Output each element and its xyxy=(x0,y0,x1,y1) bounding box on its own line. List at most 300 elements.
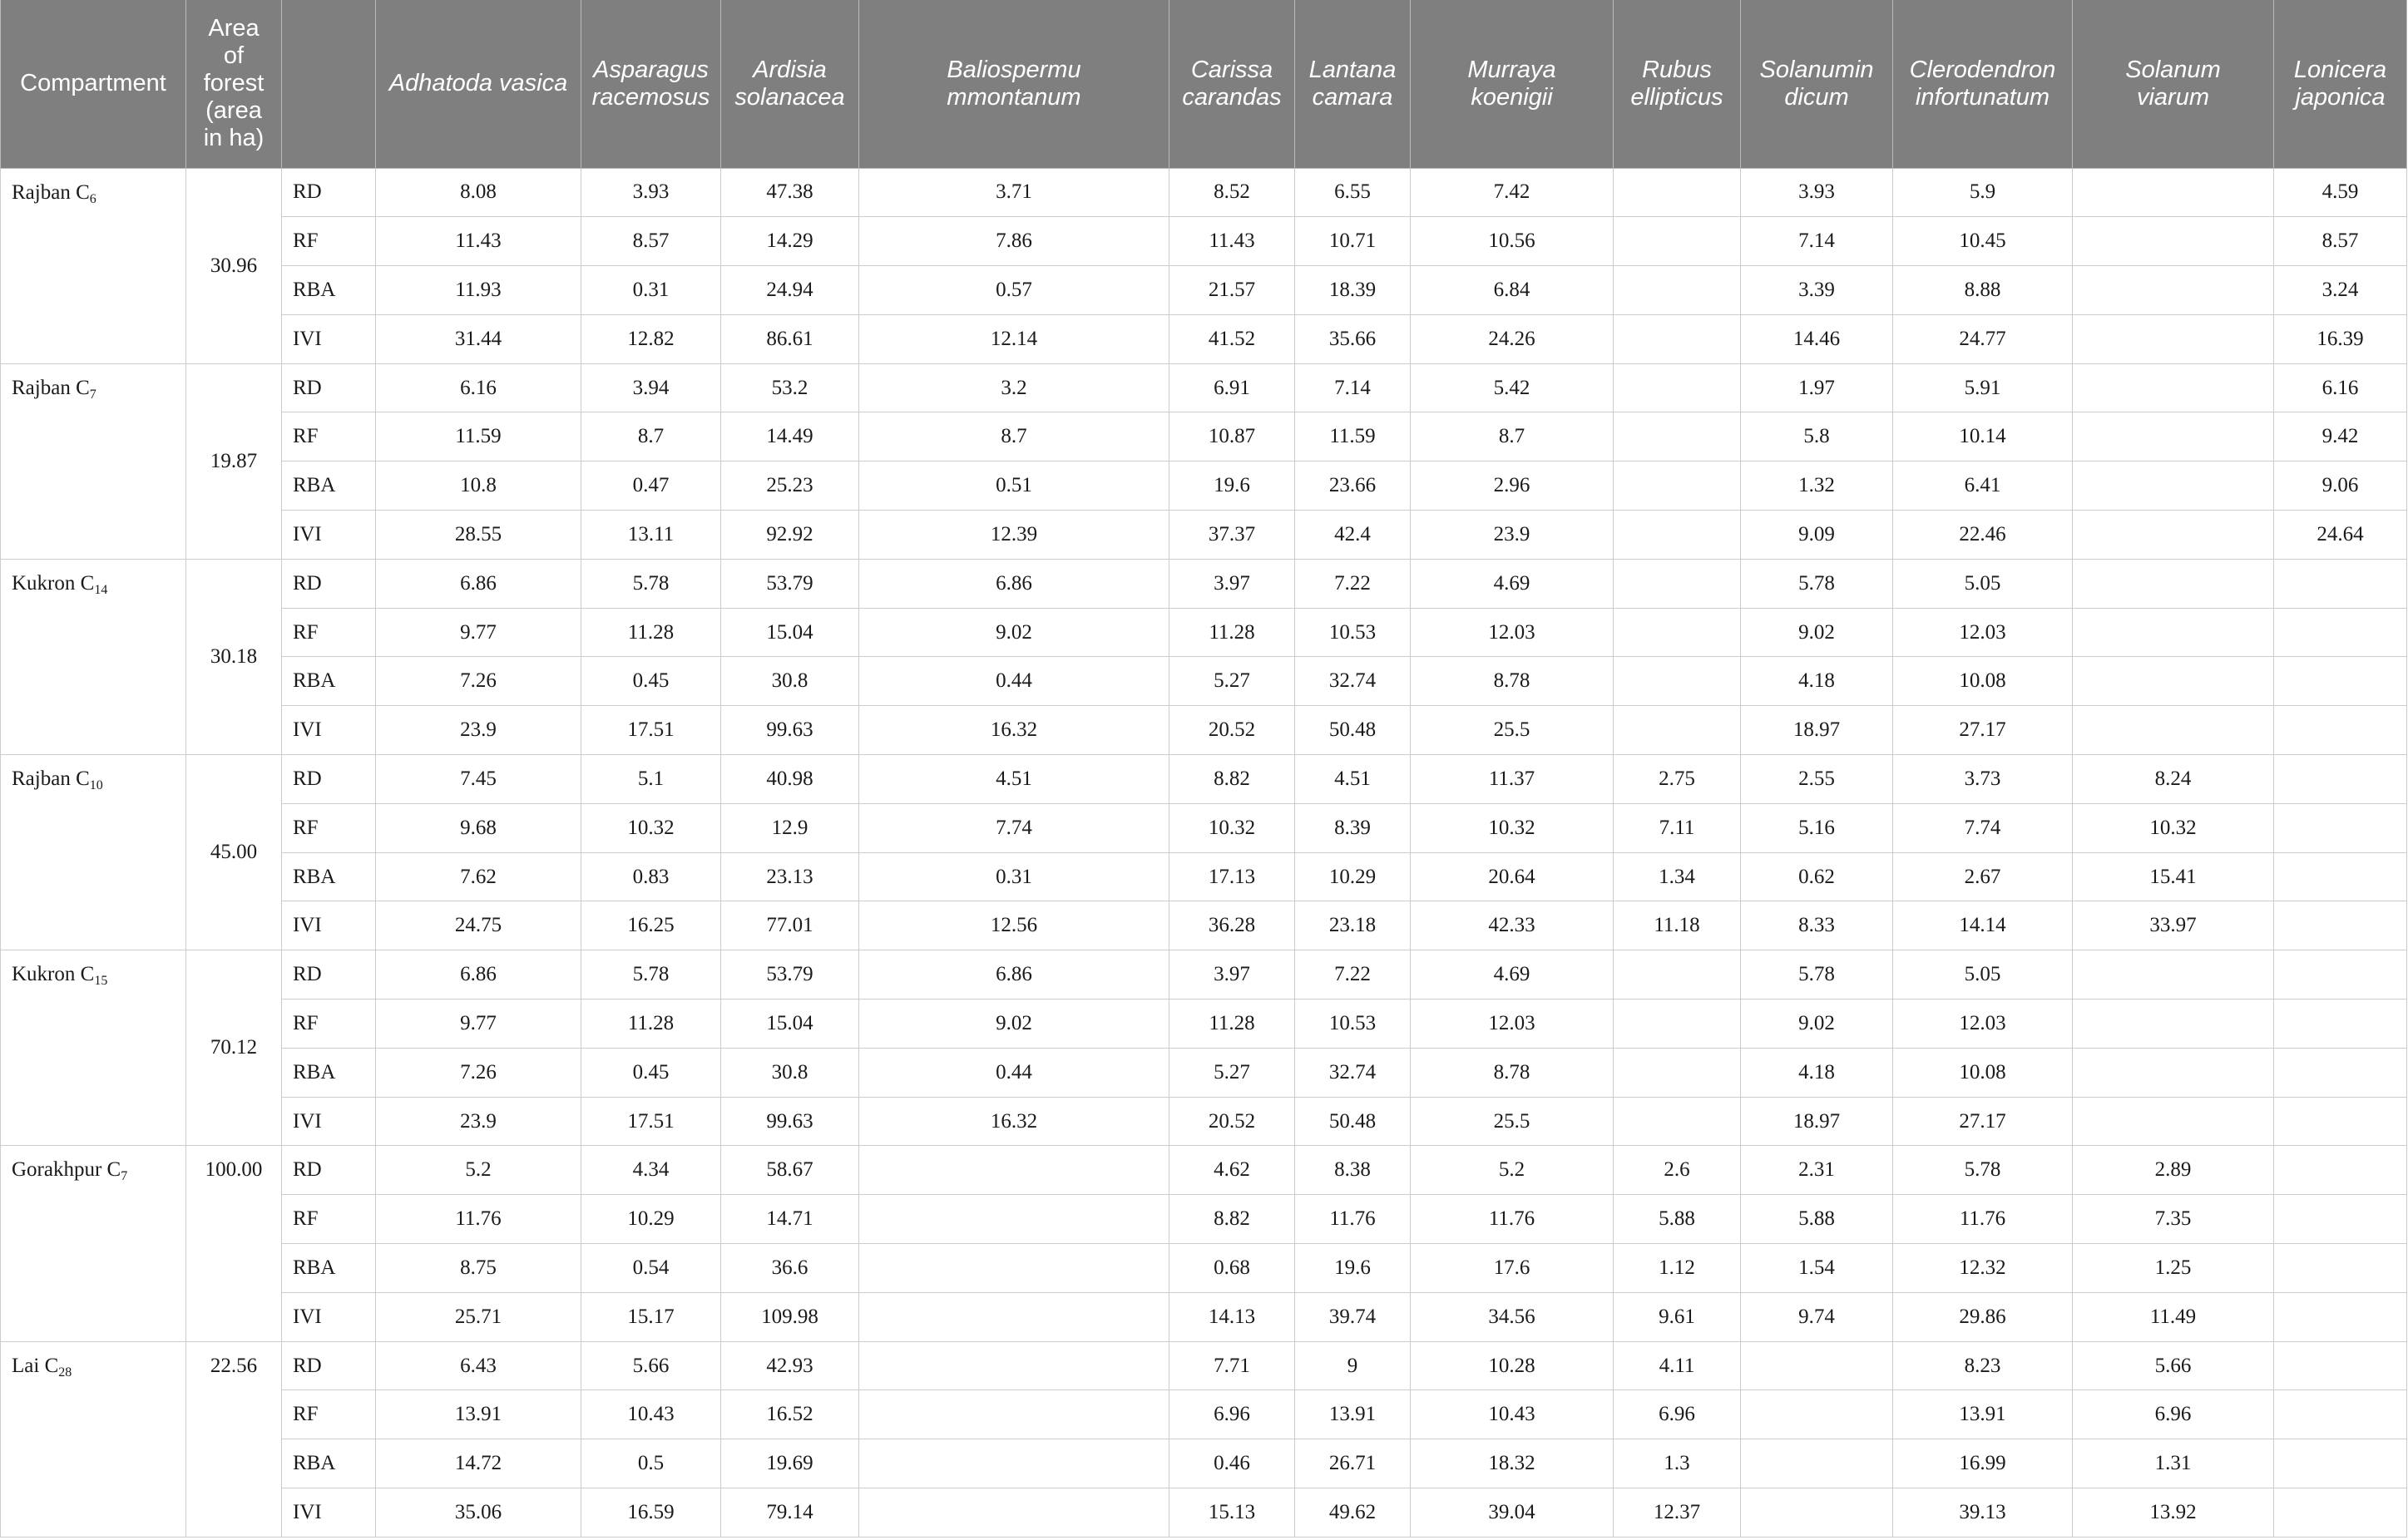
value-cell: 39.04 xyxy=(1411,1488,1614,1538)
value-cell: 4.11 xyxy=(1614,1341,1741,1390)
header-line: dicum xyxy=(1784,83,1849,111)
value-cell: 2.6 xyxy=(1614,1146,1741,1195)
value-cell: 36.6 xyxy=(721,1244,859,1293)
table-row xyxy=(1,1048,2407,1097)
value-cell xyxy=(1614,657,1741,706)
forest-area-cell: 70.12 xyxy=(186,950,282,1146)
value-cell: 6.41 xyxy=(1893,462,2073,511)
value-cell: 25.23 xyxy=(721,462,859,511)
value-cell: 3.24 xyxy=(2274,266,2407,315)
value-cell: 14.29 xyxy=(721,217,859,266)
value-cell: 20.52 xyxy=(1169,1097,1295,1146)
value-cell: 0.57 xyxy=(859,266,1169,315)
header-species-adhatoda-vasica xyxy=(376,0,581,168)
header-line: Murraya xyxy=(1467,56,1556,83)
value-cell: 109.98 xyxy=(721,1292,859,1341)
value-cell: 9.06 xyxy=(2274,462,2407,511)
value-cell: 77.01 xyxy=(721,901,859,950)
value-cell: 2.67 xyxy=(1893,852,2073,901)
value-cell: 6.86 xyxy=(859,559,1169,608)
value-cell: 5.16 xyxy=(1741,803,1893,852)
value-cell: 12.32 xyxy=(1893,1244,2073,1293)
value-cell xyxy=(2274,657,2407,706)
value-cell: 5.78 xyxy=(1893,1146,2073,1195)
value-cell: 10.32 xyxy=(581,803,721,852)
value-cell: 18.39 xyxy=(1295,266,1411,315)
metric-label-cell: IVI xyxy=(282,901,376,950)
forest-area-cell: 22.56 xyxy=(186,1341,282,1537)
value-cell: 41.52 xyxy=(1169,314,1295,363)
value-cell xyxy=(2073,511,2274,560)
value-cell xyxy=(2274,1390,2407,1439)
table-row xyxy=(1,1146,2407,1195)
value-cell: 8.57 xyxy=(581,217,721,266)
value-cell: 26.71 xyxy=(1295,1439,1411,1488)
value-cell: 10.8 xyxy=(376,462,581,511)
value-cell: 1.31 xyxy=(2073,1439,2274,1488)
value-cell: 1.3 xyxy=(1614,1439,1741,1488)
value-cell: 17.13 xyxy=(1169,852,1295,901)
value-cell: 9.77 xyxy=(376,1000,581,1049)
table-row xyxy=(1,412,2407,462)
value-cell: 12.56 xyxy=(859,901,1169,950)
value-cell: 16.39 xyxy=(2274,314,2407,363)
value-cell xyxy=(1614,363,1741,412)
header-species-baliospermum-montanum xyxy=(859,0,1169,168)
compartment-name: Rajban C xyxy=(12,768,90,791)
value-cell xyxy=(2274,803,2407,852)
value-cell xyxy=(2274,1439,2407,1488)
compartment-cell xyxy=(1,1146,186,1341)
value-cell xyxy=(2274,1097,2407,1146)
value-cell: 9.77 xyxy=(376,608,581,657)
value-cell: 3.2 xyxy=(859,363,1169,412)
table-row xyxy=(1,852,2407,901)
header-line: Solanumin xyxy=(1759,56,1874,83)
table-row xyxy=(1,462,2407,511)
value-cell xyxy=(2073,1000,2274,1049)
value-cell: 5.9 xyxy=(1893,168,2073,217)
value-cell: 5.78 xyxy=(1741,559,1893,608)
value-cell: 32.74 xyxy=(1295,657,1411,706)
value-cell: 11.28 xyxy=(581,608,721,657)
header-row xyxy=(1,0,2407,168)
value-cell: 7.74 xyxy=(1893,803,2073,852)
value-cell: 16.59 xyxy=(581,1488,721,1538)
value-cell: 24.26 xyxy=(1411,314,1614,363)
value-cell: 8.88 xyxy=(1893,266,2073,315)
value-cell: 5.27 xyxy=(1169,1048,1295,1097)
value-cell: 15.13 xyxy=(1169,1488,1295,1538)
table-row xyxy=(1,1439,2407,1488)
value-cell: 13.91 xyxy=(376,1390,581,1439)
value-cell: 11.76 xyxy=(1893,1195,2073,1244)
value-cell: 8.7 xyxy=(1411,412,1614,462)
metric-label-cell: RD xyxy=(282,1146,376,1195)
value-cell: 49.62 xyxy=(1295,1488,1411,1538)
value-cell xyxy=(1614,706,1741,755)
value-cell: 1.25 xyxy=(2073,1244,2274,1293)
table-row xyxy=(1,803,2407,852)
value-cell: 8.38 xyxy=(1295,1146,1411,1195)
value-cell: 35.66 xyxy=(1295,314,1411,363)
value-cell: 5.1 xyxy=(581,755,721,804)
value-cell: 13.91 xyxy=(1893,1390,2073,1439)
value-cell: 0.46 xyxy=(1169,1439,1295,1488)
value-cell: 14.49 xyxy=(721,412,859,462)
value-cell xyxy=(1741,1390,1893,1439)
value-cell: 12.14 xyxy=(859,314,1169,363)
value-cell xyxy=(1741,1341,1893,1390)
value-cell xyxy=(2073,314,2274,363)
table-row xyxy=(1,1195,2407,1244)
header-species-murraya-koenigii xyxy=(1411,0,1614,168)
metric-label-cell: RF xyxy=(282,608,376,657)
value-cell: 6.84 xyxy=(1411,266,1614,315)
compartment-cell xyxy=(1,1341,186,1537)
value-cell: 7.26 xyxy=(376,657,581,706)
value-cell: 3.93 xyxy=(581,168,721,217)
header-species-solanum-viarum xyxy=(2073,0,2274,168)
value-cell: 4.62 xyxy=(1169,1146,1295,1195)
value-cell: 23.9 xyxy=(376,1097,581,1146)
value-cell xyxy=(2073,217,2274,266)
value-cell: 10.08 xyxy=(1893,657,2073,706)
value-cell xyxy=(2274,1146,2407,1195)
value-cell: 7.14 xyxy=(1741,217,1893,266)
value-cell xyxy=(1614,412,1741,462)
value-cell: 11.76 xyxy=(376,1195,581,1244)
value-cell: 4.69 xyxy=(1411,950,1614,1000)
value-cell: 12.9 xyxy=(721,803,859,852)
metric-label-cell: IVI xyxy=(282,706,376,755)
value-cell: 9.42 xyxy=(2274,412,2407,462)
header-metric xyxy=(282,0,376,168)
metric-label-cell: IVI xyxy=(282,1097,376,1146)
metric-label-cell: RD xyxy=(282,755,376,804)
value-cell: 0.31 xyxy=(859,852,1169,901)
header-line: of xyxy=(223,42,245,70)
value-cell: 0.44 xyxy=(859,657,1169,706)
value-cell: 14.13 xyxy=(1169,1292,1295,1341)
value-cell xyxy=(2073,1097,2274,1146)
metric-label-cell: RBA xyxy=(282,1244,376,1293)
metric-label-cell: RF xyxy=(282,803,376,852)
value-cell: 11.59 xyxy=(1295,412,1411,462)
value-cell xyxy=(1614,950,1741,1000)
value-cell: 39.74 xyxy=(1295,1292,1411,1341)
value-cell: 0.45 xyxy=(581,657,721,706)
value-cell: 50.48 xyxy=(1295,706,1411,755)
value-cell: 0.45 xyxy=(581,1048,721,1097)
compartment-name: Rajban C xyxy=(12,180,90,204)
value-cell: 20.64 xyxy=(1411,852,1614,901)
value-cell: 8.08 xyxy=(376,168,581,217)
value-cell: 24.77 xyxy=(1893,314,2073,363)
value-cell xyxy=(859,1439,1169,1488)
header-line: racemosus xyxy=(591,83,710,111)
value-cell: 37.37 xyxy=(1169,511,1295,560)
value-cell: 5.66 xyxy=(581,1341,721,1390)
value-cell: 11.28 xyxy=(1169,1000,1295,1049)
header-species-carissa-carandas xyxy=(1169,0,1295,168)
value-cell: 8.7 xyxy=(581,412,721,462)
value-cell: 58.67 xyxy=(721,1146,859,1195)
value-cell: 1.97 xyxy=(1741,363,1893,412)
metric-label-cell: IVI xyxy=(282,1488,376,1538)
value-cell: 7.71 xyxy=(1169,1341,1295,1390)
value-cell: 53.79 xyxy=(721,950,859,1000)
value-cell: 11.28 xyxy=(581,1000,721,1049)
header-line: camara xyxy=(1312,83,1393,111)
value-cell: 13.11 xyxy=(581,511,721,560)
value-cell xyxy=(2274,901,2407,950)
metric-label-cell: RBA xyxy=(282,1439,376,1488)
value-cell: 16.25 xyxy=(581,901,721,950)
value-cell: 1.12 xyxy=(1614,1244,1741,1293)
value-cell: 10.45 xyxy=(1893,217,2073,266)
value-cell xyxy=(859,1390,1169,1439)
value-cell xyxy=(1614,462,1741,511)
value-cell xyxy=(2274,950,2407,1000)
compartment-cell xyxy=(1,168,186,363)
value-cell xyxy=(1614,608,1741,657)
value-cell: 5.8 xyxy=(1741,412,1893,462)
table-row xyxy=(1,657,2407,706)
value-cell: 24.75 xyxy=(376,901,581,950)
value-cell: 79.14 xyxy=(721,1488,859,1538)
value-cell: 6.96 xyxy=(2073,1390,2274,1439)
value-cell: 8.33 xyxy=(1741,901,1893,950)
table-row xyxy=(1,1292,2407,1341)
value-cell: 7.45 xyxy=(376,755,581,804)
metric-label-cell: RD xyxy=(282,168,376,217)
value-cell xyxy=(859,1488,1169,1538)
value-cell: 5.2 xyxy=(1411,1146,1614,1195)
value-cell xyxy=(2073,706,2274,755)
compartment-subscript: 7 xyxy=(121,1169,128,1184)
metric-label-cell: RBA xyxy=(282,462,376,511)
table-row xyxy=(1,950,2407,1000)
value-cell: 5.88 xyxy=(1741,1195,1893,1244)
value-cell: 12.37 xyxy=(1614,1488,1741,1538)
header-line: Lonicera xyxy=(2293,56,2387,83)
value-cell: 11.93 xyxy=(376,266,581,315)
value-cell: 12.03 xyxy=(1411,1000,1614,1049)
value-cell: 5.66 xyxy=(2073,1341,2274,1390)
value-cell xyxy=(1614,1000,1741,1049)
table-row xyxy=(1,1390,2407,1439)
value-cell: 7.62 xyxy=(376,852,581,901)
value-cell: 92.92 xyxy=(721,511,859,560)
header-species-lonicera-japonica xyxy=(2274,0,2407,168)
value-cell xyxy=(2274,1488,2407,1538)
value-cell: 28.55 xyxy=(376,511,581,560)
value-cell: 10.29 xyxy=(581,1195,721,1244)
value-cell xyxy=(2274,706,2407,755)
value-cell: 4.18 xyxy=(1741,1048,1893,1097)
value-cell: 86.61 xyxy=(721,314,859,363)
value-cell: 5.78 xyxy=(1741,950,1893,1000)
header-species-rubus-ellipticus xyxy=(1614,0,1741,168)
value-cell: 99.63 xyxy=(721,706,859,755)
value-cell: 35.06 xyxy=(376,1488,581,1538)
value-cell: 1.34 xyxy=(1614,852,1741,901)
value-cell xyxy=(859,1292,1169,1341)
value-cell: 8.82 xyxy=(1169,1195,1295,1244)
compartment-name: Rajban C xyxy=(12,376,90,399)
metric-label-cell: RF xyxy=(282,412,376,462)
header-line: carandas xyxy=(1182,83,1282,111)
compartment-subscript: 7 xyxy=(89,387,96,402)
value-cell: 7.14 xyxy=(1295,363,1411,412)
table-row xyxy=(1,1244,2407,1293)
metric-label-cell: RD xyxy=(282,1341,376,1390)
metric-label-cell: IVI xyxy=(282,1292,376,1341)
value-cell: 10.53 xyxy=(1295,1000,1411,1049)
value-cell: 14.46 xyxy=(1741,314,1893,363)
forest-area-cell: 45.00 xyxy=(186,755,282,950)
header-line: solanacea xyxy=(734,83,845,111)
value-cell: 6.96 xyxy=(1169,1390,1295,1439)
value-cell: 10.56 xyxy=(1411,217,1614,266)
value-cell: 24.94 xyxy=(721,266,859,315)
value-cell: 1.54 xyxy=(1741,1244,1893,1293)
value-cell: 19.6 xyxy=(1295,1244,1411,1293)
compartment-name: Kukron C xyxy=(12,963,95,986)
table-row xyxy=(1,1341,2407,1390)
value-cell: 6.86 xyxy=(859,950,1169,1000)
value-cell: 27.17 xyxy=(1893,706,2073,755)
value-cell: 3.71 xyxy=(859,168,1169,217)
value-cell: 7.42 xyxy=(1411,168,1614,217)
metric-label-cell: RBA xyxy=(282,266,376,315)
value-cell: 8.75 xyxy=(376,1244,581,1293)
value-cell: 5.05 xyxy=(1893,559,2073,608)
value-cell: 25.5 xyxy=(1411,1097,1614,1146)
value-cell: 21.57 xyxy=(1169,266,1295,315)
table-row xyxy=(1,168,2407,217)
value-cell xyxy=(859,1195,1169,1244)
header-line: koenigii xyxy=(1471,83,1553,111)
value-cell: 27.17 xyxy=(1893,1097,2073,1146)
header-line: Asparagus xyxy=(593,56,709,83)
value-cell: 4.51 xyxy=(859,755,1169,804)
value-cell: 5.88 xyxy=(1614,1195,1741,1244)
value-cell: 0.54 xyxy=(581,1244,721,1293)
value-cell xyxy=(2274,559,2407,608)
value-cell: 34.56 xyxy=(1411,1292,1614,1341)
value-cell: 7.22 xyxy=(1295,559,1411,608)
value-cell: 9.02 xyxy=(1741,608,1893,657)
value-cell: 11.59 xyxy=(376,412,581,462)
value-cell xyxy=(1614,217,1741,266)
value-cell: 12.82 xyxy=(581,314,721,363)
value-cell: 12.03 xyxy=(1893,1000,2073,1049)
value-cell: 7.11 xyxy=(1614,803,1741,852)
value-cell: 0.62 xyxy=(1741,852,1893,901)
value-cell: 15.17 xyxy=(581,1292,721,1341)
compartment-subscript: 15 xyxy=(94,974,108,989)
value-cell: 15.04 xyxy=(721,1000,859,1049)
compartment-subscript: 28 xyxy=(58,1365,72,1380)
value-cell xyxy=(2073,950,2274,1000)
header-line: infortunatum xyxy=(1915,83,2050,111)
compartment-subscript: 14 xyxy=(94,582,108,597)
value-cell: 8.7 xyxy=(859,412,1169,462)
value-cell: 10.28 xyxy=(1411,1341,1614,1390)
value-cell: 6.16 xyxy=(376,363,581,412)
value-cell: 24.64 xyxy=(2274,511,2407,560)
value-cell: 99.63 xyxy=(721,1097,859,1146)
metric-label-cell: RBA xyxy=(282,657,376,706)
value-cell: 23.66 xyxy=(1295,462,1411,511)
value-cell: 23.9 xyxy=(1411,511,1614,560)
value-cell: 39.13 xyxy=(1893,1488,2073,1538)
table-row xyxy=(1,608,2407,657)
value-cell: 7.74 xyxy=(859,803,1169,852)
compartment-subscript: 10 xyxy=(89,777,103,792)
value-cell xyxy=(1614,314,1741,363)
value-cell: 5.78 xyxy=(581,559,721,608)
value-cell: 16.32 xyxy=(859,1097,1169,1146)
value-cell: 3.73 xyxy=(1893,755,2073,804)
value-cell: 33.97 xyxy=(2073,901,2274,950)
value-cell: 8.24 xyxy=(2073,755,2274,804)
table-row xyxy=(1,559,2407,608)
value-cell: 6.91 xyxy=(1169,363,1295,412)
value-cell: 3.97 xyxy=(1169,950,1295,1000)
value-cell: 16.32 xyxy=(859,706,1169,755)
value-cell: 3.97 xyxy=(1169,559,1295,608)
value-cell xyxy=(2073,363,2274,412)
header-line: Adhatoda vasica xyxy=(388,70,568,97)
header-species-clerodendron-infortunatum xyxy=(1893,0,2073,168)
value-cell: 9.02 xyxy=(1741,1000,1893,1049)
value-cell xyxy=(2073,412,2274,462)
value-cell: 10.29 xyxy=(1295,852,1411,901)
table-row xyxy=(1,266,2407,315)
header-line: forest xyxy=(203,70,265,97)
header-line: in ha) xyxy=(203,125,265,152)
value-cell: 53.79 xyxy=(721,559,859,608)
value-cell: 29.86 xyxy=(1893,1292,2073,1341)
value-cell: 16.52 xyxy=(721,1390,859,1439)
table-row xyxy=(1,1488,2407,1538)
header-line: Ardisia xyxy=(753,56,827,83)
value-cell xyxy=(859,1244,1169,1293)
value-cell: 12.03 xyxy=(1893,608,2073,657)
value-cell: 6.16 xyxy=(2274,363,2407,412)
header-line: viarum xyxy=(2136,83,2209,111)
table-header xyxy=(1,0,2407,168)
value-cell xyxy=(2274,1244,2407,1293)
value-cell: 10.14 xyxy=(1893,412,2073,462)
value-cell: 0.83 xyxy=(581,852,721,901)
header-line: japonica xyxy=(2295,83,2386,111)
value-cell: 23.18 xyxy=(1295,901,1411,950)
metric-label-cell: RBA xyxy=(282,852,376,901)
value-cell: 19.6 xyxy=(1169,462,1295,511)
value-cell xyxy=(1614,511,1741,560)
value-cell: 13.91 xyxy=(1295,1390,1411,1439)
value-cell: 15.41 xyxy=(2073,852,2274,901)
header-line: Lantana xyxy=(1308,56,1397,83)
table-row xyxy=(1,1000,2407,1049)
value-cell xyxy=(2073,168,2274,217)
value-cell: 18.32 xyxy=(1411,1439,1614,1488)
value-cell: 17.51 xyxy=(581,1097,721,1146)
